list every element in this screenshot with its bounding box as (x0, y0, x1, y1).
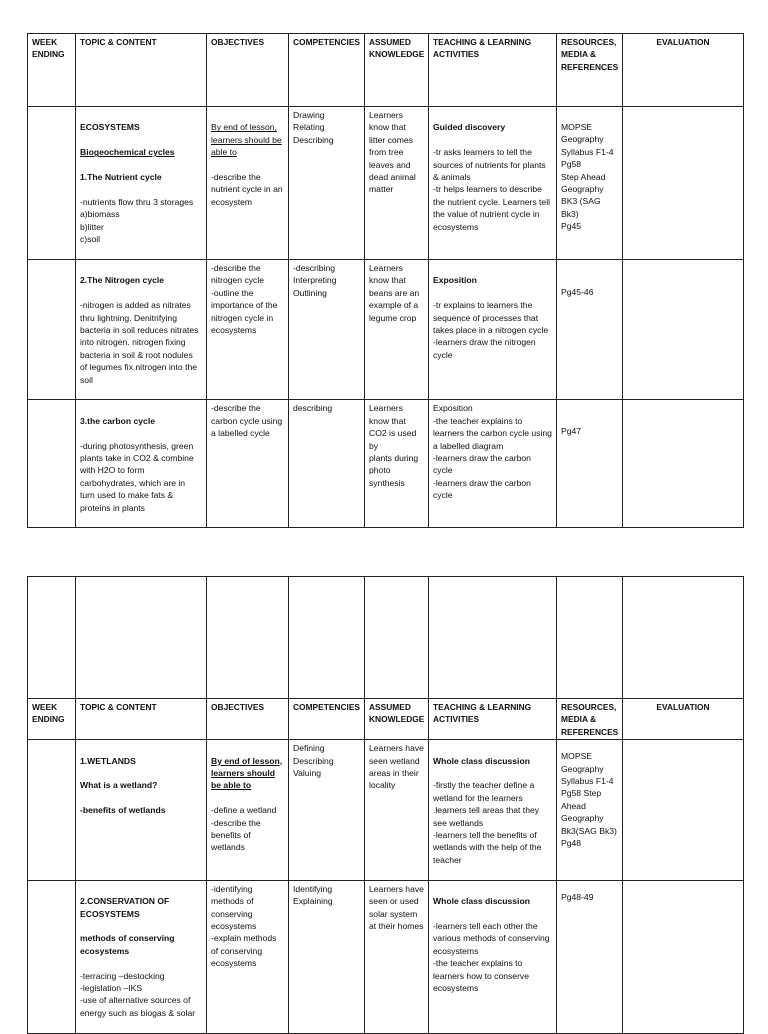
header-objectives: OBJECTIVES (207, 699, 289, 740)
topic-subheading: methods of conserving ecosystems (80, 933, 175, 956)
topic-cell (76, 740, 207, 880)
header-row (28, 699, 744, 740)
topic-cell (76, 107, 207, 260)
header-activities: TEACHING & LEARNING ACTIVITIES (429, 34, 557, 107)
header-objectives: OBJECTIVES (207, 34, 289, 107)
topic-heading: 1.The Nutrient cycle (80, 172, 162, 183)
evaluation-cell (623, 880, 744, 1033)
week-cell (28, 740, 76, 880)
week-cell (28, 259, 76, 399)
resources-cell: MOPSE Geography Syllabus F1-4 Pg58 Step Ahead Geography Bk3(SAG Bk3) Pg48 (557, 740, 623, 880)
assumed-knowledge-cell: Learners know that litter comes from tree leaves and dead animal matter (365, 107, 429, 260)
objectives-cell: -describe the carbon cycle using a labelled cycle (207, 400, 289, 528)
competencies-cell: Identifying Explaining (289, 880, 365, 1033)
competencies-cell: Defining Describing Valuing (289, 740, 365, 880)
objectives-cell (207, 740, 289, 880)
scheme-table-1 (27, 33, 744, 528)
table-row (28, 400, 744, 528)
week-cell (28, 880, 76, 1033)
objectives-lead: By end of lesson, learners should be able to (211, 755, 283, 791)
topic-heading: 3.the carbon cycle (80, 415, 155, 426)
topic-subtitle: Biogeochemical cycles (80, 147, 175, 158)
blank-cell (76, 577, 207, 699)
resources-cell: MOPSE Geography Syllabus F1-4 Pg58 Step Ahead Geography BK3 (SAG Bk3) Pg45 (557, 107, 623, 260)
blank-cell (289, 577, 365, 699)
activities-body: -learners tell each other the various methods of conserving ecosystems -the teacher explains to learners how to conserve ecosystems (433, 920, 550, 993)
evaluation-cell (623, 740, 744, 880)
objectives-body: -describe the nutrient cycle in an ecosystem (211, 172, 283, 207)
objectives-body: -define a wetland -describe the benefits of wetlands (211, 805, 277, 853)
activities-heading: Exposition (433, 275, 477, 286)
blank-cell (623, 577, 744, 699)
week-cell (28, 107, 76, 260)
header-competencies: COMPETENCIES (289, 34, 365, 107)
competencies-cell: Drawing Relating Describing (289, 107, 365, 260)
activities-cell: Exposition -the teacher explains to learners the carbon cycle using a labelled diagram -learners draw the carbon cycle -learners draw the carbon cycle (429, 400, 557, 528)
topic-cell (76, 400, 207, 528)
scheme-table-2 (27, 576, 744, 1034)
blank-cell (365, 577, 429, 699)
header-resources: RESOURCES, MEDIA & REFERENCES (557, 699, 623, 740)
competencies-cell: -describing Interpreting Outlining (289, 259, 365, 399)
header-topic: TOPIC & CONTENT (76, 34, 207, 107)
assumed-knowledge-cell: Learners know that CO2 is used by plants during photo synthesis (365, 400, 429, 528)
topic-heading: 2.CONSERVATION OF ECOSYSTEMS (80, 896, 170, 919)
table-row (28, 740, 744, 880)
evaluation-cell (623, 400, 744, 528)
topic-subheading: What is a wetland? (80, 780, 158, 791)
resources-cell: Pg45-46 (557, 259, 623, 399)
assumed-knowledge-cell: Learners have seen or used solar system at their homes (365, 880, 429, 1033)
blank-cell (28, 577, 76, 699)
table-row (28, 107, 744, 260)
evaluation-cell (623, 259, 744, 399)
topic-subheading: -benefits of wetlands (80, 805, 166, 816)
header-competencies: COMPETENCIES (289, 699, 365, 740)
resources-cell: Pg47 (557, 400, 623, 528)
objectives-cell: -identifying methods of conserving ecosystems -explain methods of conserving ecosystems (207, 880, 289, 1033)
header-assumed-knowledge: ASSUMED KNOWLEDGE (365, 699, 429, 740)
topic-cell (76, 259, 207, 399)
objectives-cell: -describe the nitrogen cycle -outline the importance of the nitrogen cycle in ecosystems (207, 259, 289, 399)
assumed-knowledge-cell: Learners know that beans are an example of a legume crop (365, 259, 429, 399)
activities-body: -tr explains to learners the sequence of processes that takes place in a nitrogen cycle -learners draw the nitrogen cycle (433, 300, 549, 360)
activities-cell (429, 740, 557, 880)
activities-cell (429, 259, 557, 399)
activities-body: -firstly the teacher define a wetland for the learners .learners tell areas that they see wetlands -learners tell the benefits of wetlands with the help of the teacher (433, 780, 542, 865)
evaluation-cell (623, 107, 744, 260)
header-evaluation: EVALUATION (623, 699, 744, 740)
header-row (28, 34, 744, 107)
activities-heading: Whole class discussion (433, 896, 530, 907)
objectives-lead: By end of lesson, learners should be able to (211, 122, 282, 158)
activities-body: -tr asks learners to tell the sources of nutrients for plants & animals -tr helps learners to describe the nutrient cycle. Learners tell the value of nutrient cycle in ecosystems (433, 147, 551, 232)
topic-title: ECOSYSTEMS (80, 122, 140, 133)
topic-cell (76, 880, 207, 1033)
header-topic: TOPIC & CONTENT (76, 699, 207, 740)
activities-heading: Whole class discussion (433, 755, 530, 766)
topic-heading: 2.The Nitrogen cycle (80, 275, 165, 286)
header-week: WEEK ENDING (28, 699, 76, 740)
activities-heading: Guided discovery (433, 122, 506, 133)
blank-row (28, 577, 744, 699)
blank-cell (429, 577, 557, 699)
header-resources: RESOURCES, MEDIA & REFERENCES (557, 34, 623, 107)
header-assumed-knowledge: ASSUMED KNOWLEDGE (365, 34, 429, 107)
topic-heading: 1.WETLANDS (80, 755, 136, 766)
resources-cell: Pg48-49 (557, 880, 623, 1033)
blank-cell (557, 577, 623, 699)
header-week: WEEK ENDING (28, 34, 76, 107)
objectives-cell (207, 107, 289, 260)
topic-body: -during photosynthesis, green plants take in CO2 & combine with H2O to form carbohydrates, which are in turn used to make fats & proteins in plants (80, 440, 194, 513)
activities-cell (429, 880, 557, 1033)
activities-cell (429, 107, 557, 260)
table-row (28, 259, 744, 399)
header-activities: TEACHING & LEARNING ACTIVITIES (429, 699, 557, 740)
header-evaluation: EVALUATION (623, 34, 744, 107)
competencies-cell: describing (289, 400, 365, 528)
table-row (28, 880, 744, 1033)
topic-body: -terracing –destocking -legislation –IKS -use of alternative sources of energy such as biogas & solar (80, 970, 196, 1018)
week-cell (28, 400, 76, 528)
assumed-knowledge-cell: Learners have seen wetland areas in their locality (365, 740, 429, 880)
topic-body: -nitrogen is added as nitrates thru lightning. Denitrifying bacteria in soil reduces nitrates into nitrogen. nitrogen fixing bacteria in soil & root nodules of legumes fix nitrogen into the soil (80, 300, 199, 385)
topic-body: -nutrients flow thru 3 storages a)biomass b)litter c)soil (80, 196, 194, 245)
blank-cell (207, 577, 289, 699)
